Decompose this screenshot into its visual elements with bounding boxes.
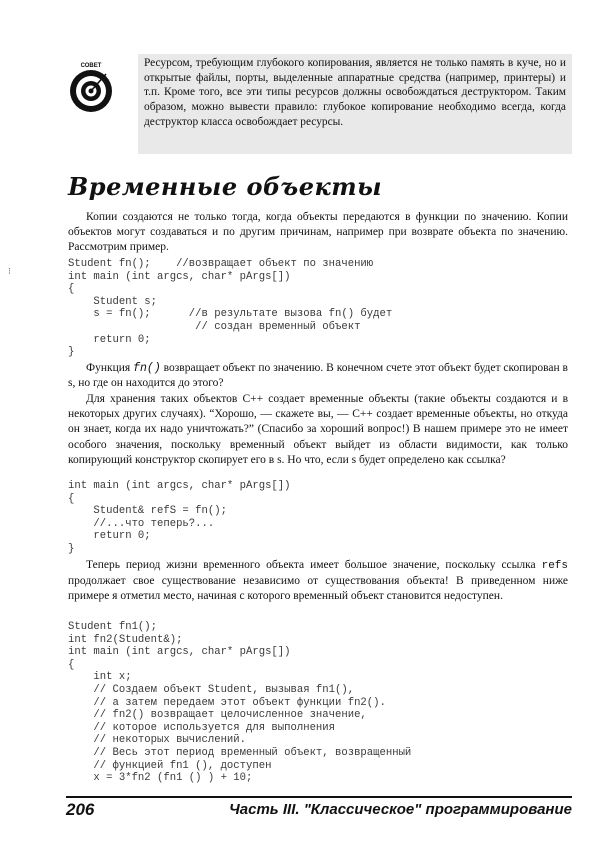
code-line: int main (int argcs, char* pArgs[]) <box>68 480 291 492</box>
page-number: 206 <box>66 800 95 819</box>
code-line: { <box>68 658 75 671</box>
target-tip-icon <box>66 60 116 114</box>
tip-icon-label: СОВЕТ <box>80 63 102 69</box>
code-line: Student fn(); //возвращает объект по значению <box>68 258 374 270</box>
code-line: int main (int argcs, char* pArgs[]) <box>68 646 291 659</box>
tip-text: Ресурсом, требующим глубокого копирования, является не только память в куче, но и открытые файлы, порты, выделенные аппаратные средства (например, принтеры) и т.п. Кроме того, все эти типы ресурсов должны освобождаться деструктором. Таким образом, можно вывести правило: глубокое копирование необходимо всегда, когда деструктор класса освобождает ресурсы. <box>138 54 572 154</box>
code-line: Student fn1(); <box>68 621 158 633</box>
code-line: { <box>68 492 75 505</box>
paragraph-4 <box>68 558 568 605</box>
tip-box <box>64 54 574 164</box>
code-line: s = fn(); //в результате вызова fn() будет <box>68 308 393 321</box>
paragraph-2-post: возвращает объект по значению. В конечном счете этот объект будет скопирован в s, но где он находится до этого? <box>68 362 568 390</box>
paragraph-1 <box>68 210 568 256</box>
code-line: int x; <box>68 671 132 684</box>
code-line: // Создаем объект Student, вызывая fn1(), <box>68 683 355 696</box>
code-line: Student& refS = fn(); <box>68 505 227 518</box>
margin-mark: ⁝ <box>8 266 11 276</box>
footer-rule <box>66 796 572 798</box>
section-title: Временные объекты <box>68 172 383 201</box>
code-line: // а затем передаем этот объект функции fn2(). <box>68 696 386 709</box>
code-line: return 0; <box>68 530 151 543</box>
paragraph-2 <box>68 361 568 391</box>
code-line: // Весь этот период временный объект, возвращенный <box>68 746 412 759</box>
code-line: int main (int argcs, char* pArgs[]) <box>68 270 291 283</box>
code-block-3 <box>68 621 568 785</box>
code-line: { <box>68 283 75 296</box>
paragraph-2-pre: Функция <box>86 362 134 374</box>
paragraph-3 <box>68 392 568 468</box>
code-line: return 0; <box>68 333 151 346</box>
code-line: x = 3*fn2 (fn1 () ) + 10; <box>68 772 253 785</box>
code-line: } <box>68 542 75 555</box>
chapter-title: Часть III. "Классическое" программирование <box>229 801 572 818</box>
inline-code-fn: fn() <box>133 362 161 375</box>
code-line: Student s; <box>68 295 158 308</box>
code-line: // некоторых вычислений. <box>68 734 247 747</box>
code-line: int fn2(Student&); <box>68 633 183 646</box>
code-line: // fn2() возвращает целочисленное значение, <box>68 709 367 722</box>
code-line: // создан временный объект <box>68 320 361 333</box>
code-block-1 <box>68 258 568 359</box>
paragraph-1-text: Копии создаются не только тогда, когда объекты передаются в функции по значению. Копии объектов могут создаваться и по другим причинам, например при возврате объекта по значению. Рассмотрим пример. <box>68 211 568 254</box>
code-line: } <box>68 346 75 359</box>
code-block-2 <box>68 480 568 556</box>
code-line: //...что теперь?... <box>68 517 215 530</box>
code-line: // которое используется для выполнения <box>68 721 336 734</box>
code-line: // функцией fn1 (), доступен <box>68 759 272 772</box>
paragraph-4-pre: Теперь период жизни временного объекта имеет большое значение, поскольку ссылка <box>86 559 542 571</box>
paragraph-4-post: продолжает свое существование независимо от существования объекта! В приведенном ниже примере я отметил место, начиная с которого временный объект становится недоступен. <box>68 575 568 603</box>
paragraph-3-text: Для хранения таких объектов С++ создает временные объекты (такие объекты создаются и в некоторых других случаях). “Хорошо, — скажете вы, — С++ создает временные объекты, но откуда он знает, когда их надо уничтожать?” (Спасибо за хороший вопрос!) В нашем примере это не имеет особого значения, поскольку временный объект выйдет из области видимости, как только копирующий конструктор скопирует его в s. Но что, если s будет определено как ссылка? <box>68 393 568 466</box>
inline-code-refs: refs <box>541 560 568 572</box>
